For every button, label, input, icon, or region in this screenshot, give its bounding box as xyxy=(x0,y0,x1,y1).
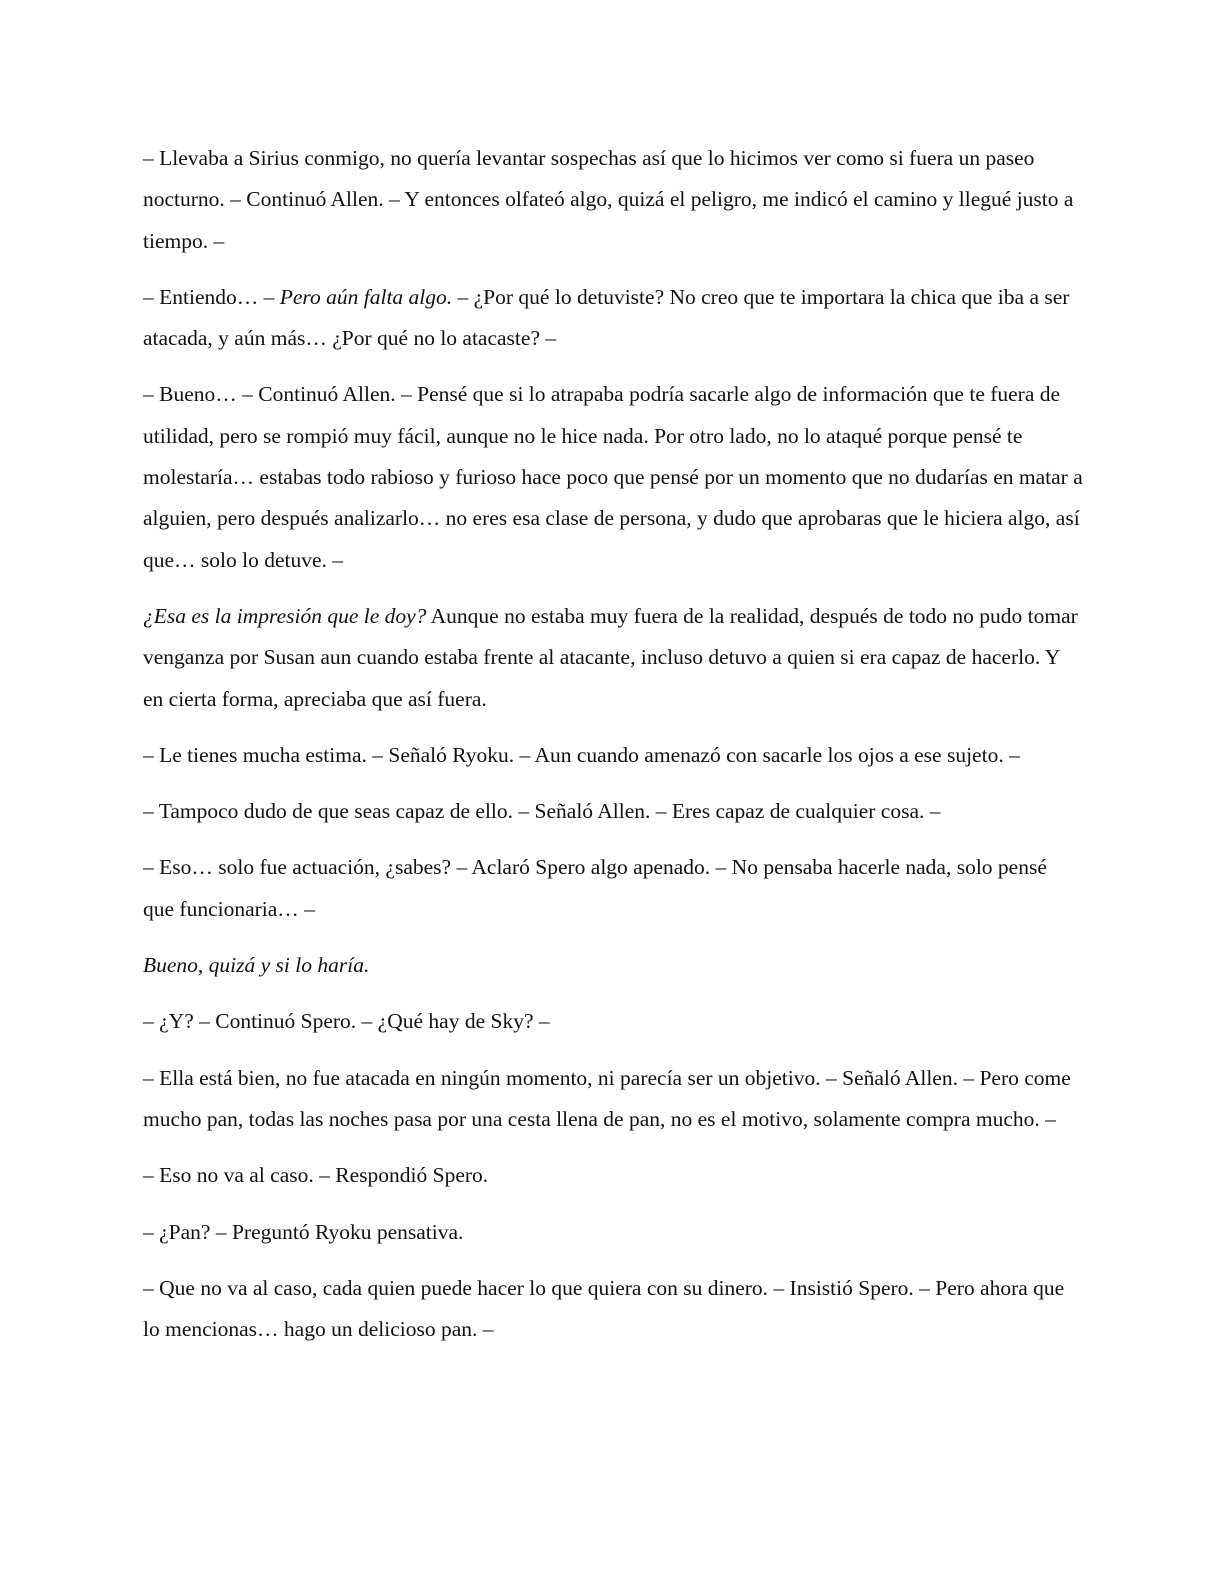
paragraph xyxy=(143,735,1083,776)
paragraph xyxy=(143,1058,1083,1141)
paragraph-text: – Eso no va al caso. – Respondió Spero. xyxy=(143,1163,489,1188)
paragraph-text: – ¿Y? – Continuó Spero. – ¿Qué hay de Sky? – xyxy=(143,1009,550,1034)
italic-thought: ¿Esa es la impresión que le doy? xyxy=(143,603,427,628)
paragraph xyxy=(143,138,1083,262)
paragraph-text: – Bueno… – Continuó Allen. – Pensé que si lo atrapaba podría sacarle algo de información que te fuera de utilidad, pero se rompió muy fácil, aunque no le hice nada. Por otro lado, no lo ataqué porque pensé te molestaría… estabas todo rabioso y furioso hace poco que pensé por un momento que no dudarías en matar a alguien, pero después analizarlo… no eres esa clase de persona, y dudo que aprobaras que le hiciera algo, así que… solo lo detuve. – xyxy=(143,382,1083,572)
document-page xyxy=(143,138,1083,1365)
paragraph-text: – Ella está bien, no fue atacada en ningún momento, ni parecía ser un objetivo. – Señaló Allen. – Pero come mucho pan, todas las noches pasa por una cesta llena de pan, no es el motivo, solamente compra mucho. – xyxy=(143,1065,1071,1131)
paragraph xyxy=(143,1155,1083,1196)
paragraph xyxy=(143,374,1083,580)
paragraph xyxy=(143,1001,1083,1042)
paragraph-text: – Que no va al caso, cada quien puede hacer lo que quiera con su dinero. – Insistió Spero. – Pero ahora que lo mencionas… hago un delicioso pan. – xyxy=(143,1275,1065,1342)
paragraph-text: – Tampoco dudo de que seas capaz de ello. – Señaló Allen. – Eres capaz de cualquier cosa. – xyxy=(143,799,941,824)
paragraph-text: Aunque no estaba muy fuera de la realidad, después de todo no pudo tomar venganza por Susan aun cuando estaba frente al atacante, incluso detuvo a quien si era capaz de hacerlo. Y en cierta forma, apreciaba que así fuera. xyxy=(143,603,1078,711)
paragraph-text: – Eso… solo fue actuación, ¿sabes? – Aclaró Spero algo apenado. – No pensaba hacerle nada, solo pensé que funcionaria… – xyxy=(143,855,1047,921)
italic-thought: Pero aún falta algo. xyxy=(279,284,453,309)
italic-thought: Bueno, quizá y si lo haría. xyxy=(143,953,370,978)
paragraph xyxy=(143,945,1083,986)
paragraph-text: – Llevaba a Sirius conmigo, no quería levantar sospechas así que lo hicimos ver como si fuera un paseo nocturno. – Continuó Allen. – Y entonces olfateó algo, quizá el peligro, me indicó el camino y llegué justo a tiempo. – xyxy=(143,146,1074,253)
paragraph xyxy=(143,791,1083,832)
paragraph xyxy=(143,847,1083,930)
paragraph xyxy=(143,596,1083,720)
paragraph xyxy=(143,1212,1083,1253)
paragraph-text: – Entiendo… – xyxy=(143,284,280,309)
paragraph xyxy=(143,277,1083,360)
paragraph xyxy=(143,1268,1083,1351)
paragraph-text: – ¿Pan? – Preguntó Ryoku pensativa. xyxy=(143,1219,464,1244)
paragraph-text: – ¿Por qué lo detuviste? No creo que te importara la chica que iba a ser atacada, y aún más… ¿Por qué no lo atacaste? – xyxy=(143,284,1070,351)
paragraph-text: – Le tienes mucha estima. – Señaló Ryoku. – Aun cuando amenazó con sacarle los ojos a ese sujeto. – xyxy=(143,742,1020,767)
